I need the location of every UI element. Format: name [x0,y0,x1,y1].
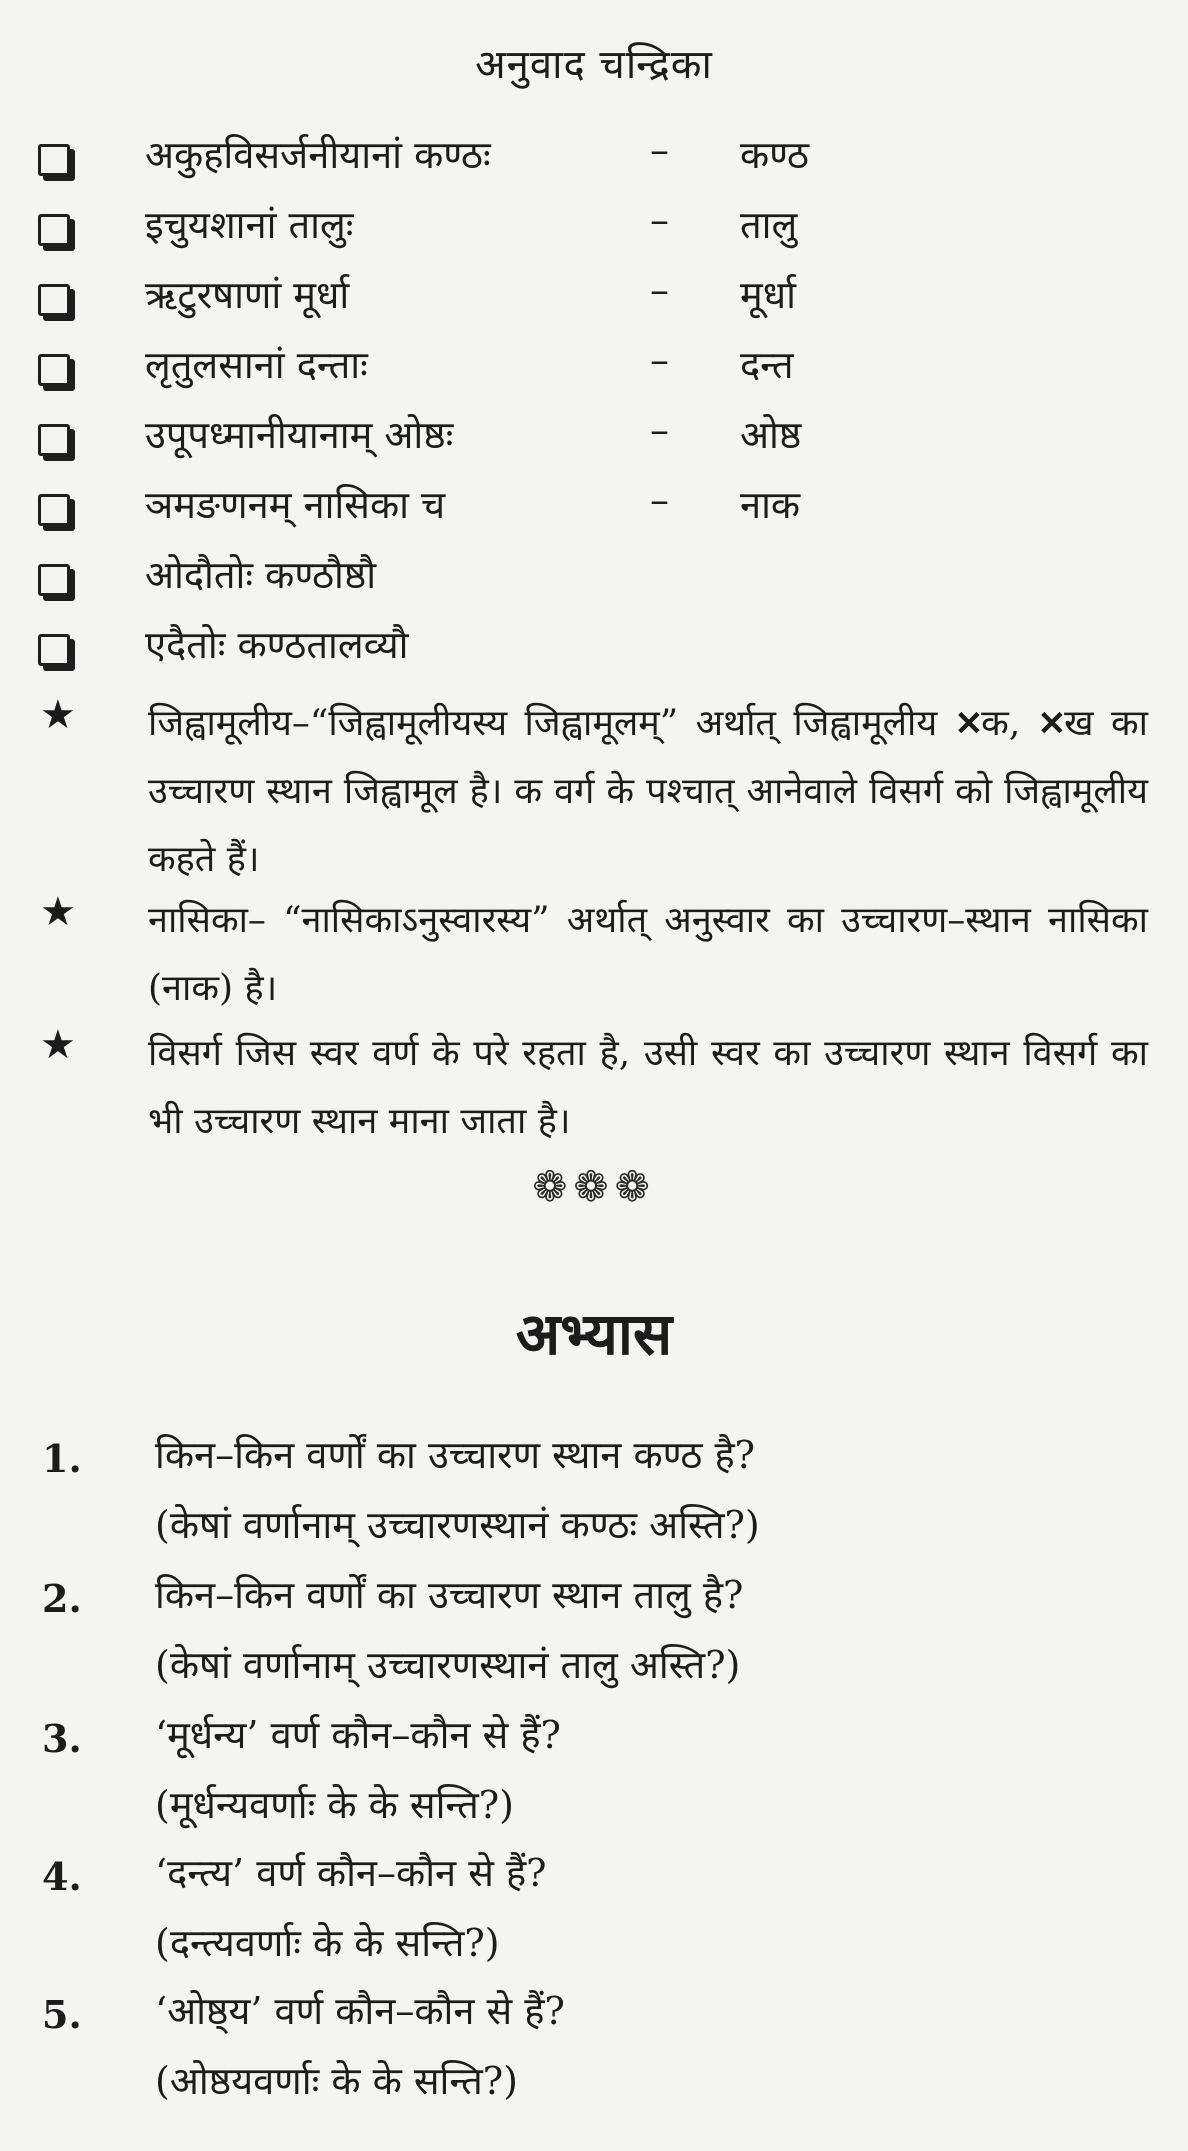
dash: – [650,128,669,172]
note-fragment: ख का उच्चारण स्थान जिह्वामूल है। क वर्ग के पश्चात् आनेवाले विसर्ग को जिह्वामूलीय कहते हैं। [148,703,1148,880]
question-number: 4. [42,1854,82,1899]
checkbox-bullet-icon [38,284,70,316]
note-text: विसर्ग जिस स्वर वर्ण के परे रहता है, उसी स्वर का उच्चारण स्थान विसर्ग का भी उच्चारण स्थान माना जाता है। [148,1033,1148,1142]
sutra-text: एदैतोः कण्ठतालव्यौ [145,623,409,667]
note-text [148,690,1148,894]
question-hindi: किन–किन वर्णों का उच्चारण स्थान कण्ठ है? [155,1433,755,1477]
articulation-place: कण्ठ [740,133,809,177]
sutra-row [0,548,1188,618]
question-sanskrit: (केषां वर्णानाम् उच्चारणस्थानं तालु अस्ति?) [155,1643,741,1687]
checkbox-bullet-icon [38,564,70,596]
question-hindi: किन–किन वर्णों का उच्चारण स्थान तालु है? [155,1573,744,1617]
checkbox-bullet-icon [38,144,70,176]
sutra-text: ञमङणनम् नासिका च [145,483,446,527]
star-bullet-icon: ★ [40,889,76,935]
question-sanskrit: (ओष्ठयवर्णाः के के सन्ति?) [155,2059,518,2103]
sutra-row [0,338,1188,408]
exercise-heading: अभ्यास [515,1300,673,1368]
checkbox-bullet-icon [38,214,70,246]
running-header: अनुवाद चन्द्रिका [475,42,713,88]
sutra-row [0,478,1188,548]
articulation-place: दन्त [740,343,794,387]
dash: – [650,198,669,242]
jihvamuliya-sign-icon: ✕ [1037,704,1065,744]
note-line: जिह्वामूलीय–“जिह्वामूलीयस्य जिह्वामूलम्” अर्थात् जिह्वामूलीय [148,703,938,744]
question-hindi: ‘दन्त्य’ वर्ण कौन–कौन से हैं? [155,1851,547,1895]
question-number: 2. [42,1576,82,1621]
dash: – [650,268,669,312]
question-sanskrit: (दन्त्यवर्णाः के के सन्ति?) [155,1921,500,1965]
question-sanskrit: (मूर्धन्यवर्णाः के के सन्ति?) [155,1783,514,1827]
sutra-row [0,268,1188,338]
note-fragment: क, [981,703,1021,744]
question-number: 5. [42,1992,82,2037]
articulation-place: मूर्धा [740,273,796,317]
sutra-text: इचुयशानां तालुः [145,203,354,247]
sutra-row [0,408,1188,478]
sutra-row [0,618,1188,688]
sutra-text: ऋटुरषाणां मूर्धा [145,273,350,317]
articulation-place: तालु [740,203,798,247]
question-sanskrit: (केषां वर्णानाम् उच्चारणस्थानं कण्ठः अस्ति?) [155,1503,760,1547]
checkbox-bullet-icon [38,494,70,526]
dash: – [650,338,669,382]
jihvamuliya-sign-icon: ✕ [954,704,982,744]
sutra-text: अकुहविसर्जनीयानां कण्ठः [145,133,491,177]
sutra-text: उपूपध्मानीयानाम् ओष्ठः [145,413,454,457]
dash: – [650,478,669,522]
question-number: 3. [42,1716,82,1761]
sutra-text: ओदौतोः कण्ठौष्ठौ [145,553,377,597]
sutra-row [0,128,1188,198]
star-bullet-icon: ★ [40,1022,76,1068]
question-hindi: ‘ओष्ठ्य’ वर्ण कौन–कौन से हैं? [155,1989,565,2033]
checkbox-bullet-icon [38,354,70,386]
ornament-divider: ❁❁❁ [532,1162,656,1211]
articulation-place: नाक [740,483,801,527]
checkbox-bullet-icon [38,634,70,666]
question-hindi: ‘मूर्धन्य’ वर्ण कौन–कौन से हैं? [155,1713,561,1757]
dash: – [650,408,669,452]
note-text: नासिका– “नासिकाऽनुस्वारस्य” अर्थात् अनुस्वार का उच्चारण–स्थान नासिका (नाक) है। [148,900,1148,1009]
sutra-text: लृतुलसानां दन्ताः [145,343,368,387]
question-number: 1. [42,1436,82,1481]
star-bullet-icon: ★ [40,692,76,738]
sutra-row [0,198,1188,268]
articulation-place: ओष्ठ [740,413,802,457]
checkbox-bullet-icon [38,424,70,456]
